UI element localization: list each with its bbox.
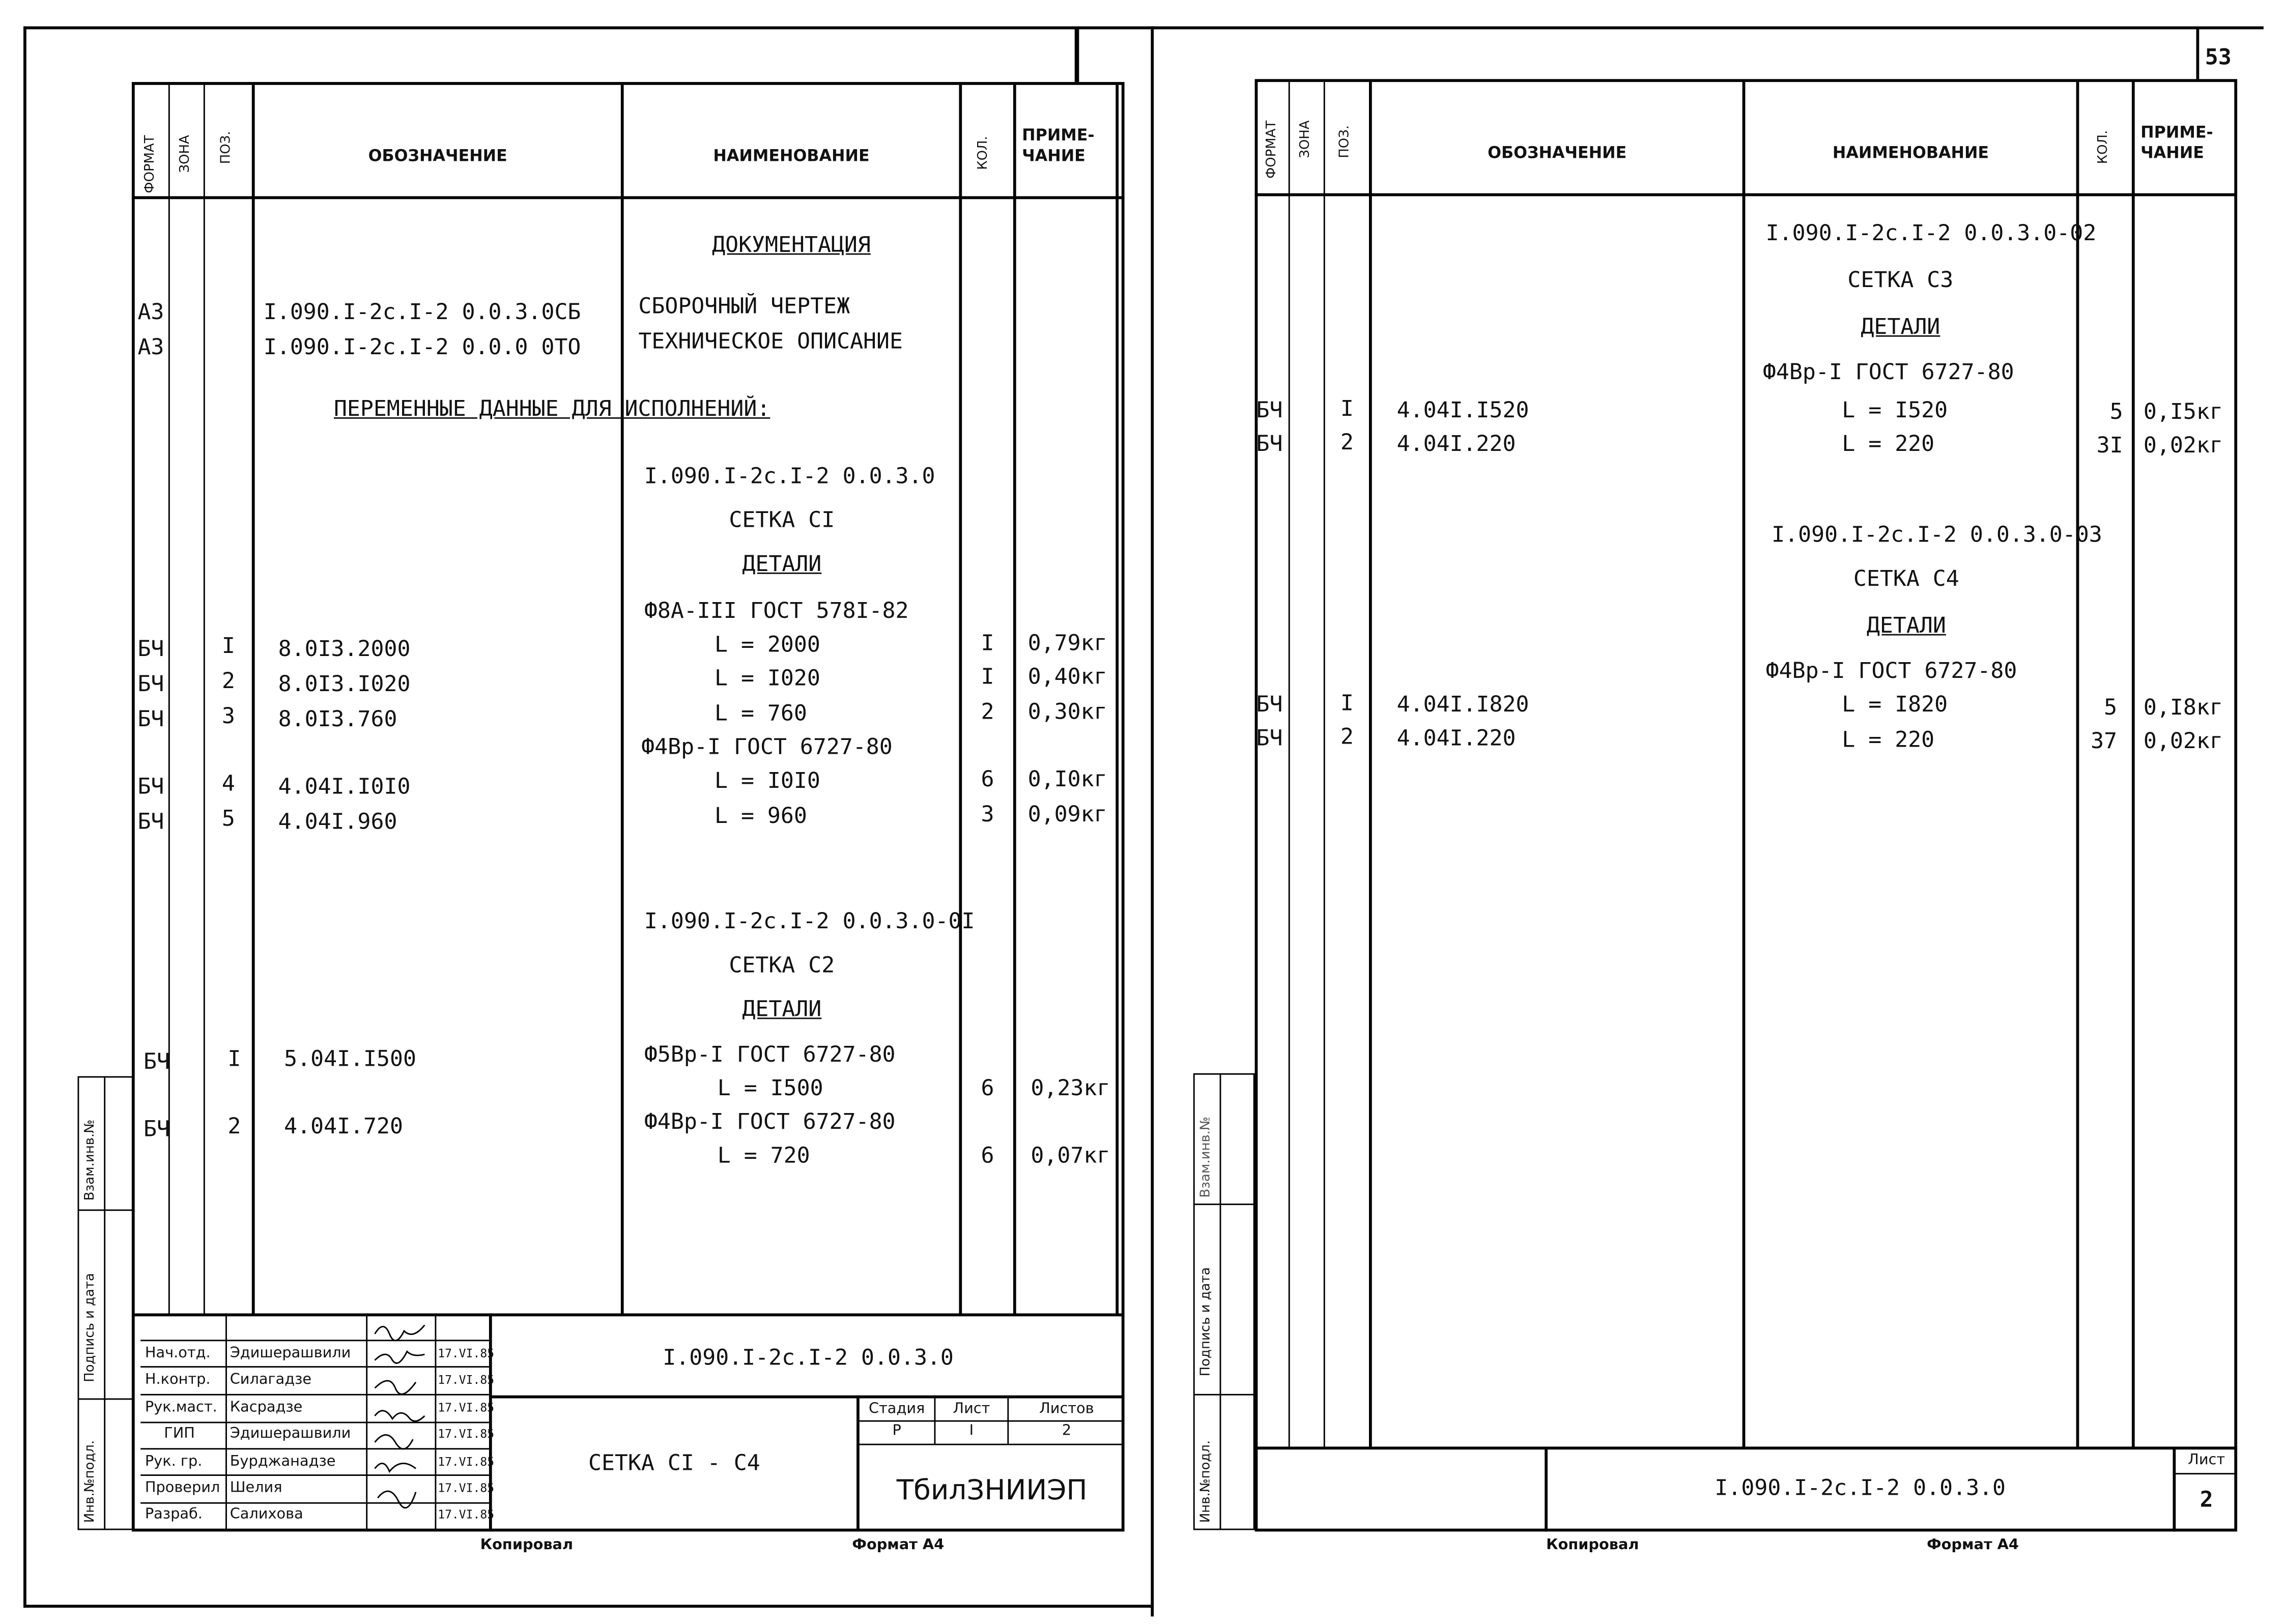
row-note: 0,02кг (2143, 727, 2223, 754)
tb-date: 17.VI.85 (438, 1401, 495, 1415)
tb-sheet: I (969, 1423, 974, 1440)
row-note: 0,09кг (1027, 801, 1107, 828)
group-mesh: СЕТКА С2 (729, 952, 835, 978)
row-designation: 4.04I.I0I0 (278, 773, 411, 800)
footer-format: Формат А4 (852, 1537, 945, 1554)
tb-person: Салихова (230, 1506, 303, 1523)
row-pos: 2 (227, 1113, 241, 1139)
group-mesh: СЕТКА С4 (1853, 565, 1959, 592)
tb-person: Эдишерашвили (230, 1345, 351, 1362)
row-name: Ф4Вр-I ГОСТ 6727-80 (1762, 358, 2014, 385)
group-mesh: СЕТКА CI (729, 506, 835, 533)
side-label-inv: Инв.№подл. (1199, 1440, 1214, 1523)
col-qty-header: КОЛ. (976, 136, 991, 170)
group-code: I.090.I-2c.I-2 0.0.3.0 (644, 463, 935, 489)
row-designation: 8.0I3.760 (278, 705, 397, 732)
tb-date: 17.VI.85 (438, 1508, 495, 1522)
side-label-sign: Подпись и дата (83, 1273, 98, 1382)
tb-stage: Р (892, 1423, 901, 1440)
col-zone-header: ЗОНА (1298, 120, 1314, 158)
row-name: L = 760 (714, 700, 807, 726)
footer-copied: Копировал (480, 1537, 574, 1554)
side-label-inv: Инв.№подл. (83, 1440, 98, 1523)
col-pos-header: ПОЗ. (219, 131, 235, 164)
tb-org: ТбилЗНИИЭП (896, 1474, 1088, 1507)
col-name-header: НАИМЕНОВАНИЕ (1832, 143, 1989, 163)
tb-role: Рук. гр. (145, 1454, 203, 1470)
row-format: БЧ (1256, 396, 1283, 423)
tb-sheet-label: Лист (953, 1401, 990, 1417)
row-name: L = I820 (1842, 691, 1948, 718)
row-note: 0,I0кг (1027, 765, 1107, 792)
row-name: L = 720 (717, 1142, 810, 1169)
row-format: БЧ (1256, 691, 1283, 718)
row-pos: I (227, 1045, 241, 1072)
row-note: 0,79кг (1027, 630, 1107, 656)
tb-date: 17.VI.85 (438, 1455, 495, 1469)
row-qty: 5 (2104, 694, 2118, 721)
tb-sheet: 2 (2200, 1486, 2213, 1513)
doc-format: A3 (137, 298, 164, 325)
row-name: L = 2000 (714, 631, 820, 658)
row-designation: 4.04I.720 (284, 1113, 403, 1139)
row-note: 0,I8кг (2143, 694, 2223, 721)
group-mesh: СЕТКА С3 (1847, 266, 1954, 293)
tb-role: Нач.отд. (145, 1345, 211, 1362)
footer-format: Формат А4 (1927, 1537, 2019, 1554)
tb-sheet-label: Лист (2188, 1452, 2225, 1469)
row-format: БЧ (143, 1048, 170, 1075)
col-format-header: ФОРМАТ (1265, 120, 1280, 179)
row-qty: 37 (2091, 727, 2118, 754)
tb-person: Силагадзе (230, 1372, 312, 1388)
col-name-header: НАИМЕНОВАНИЕ (713, 146, 870, 166)
row-note: 0,07кг (1031, 1142, 1110, 1169)
row-name: L = 220 (1842, 430, 1935, 457)
row-format: БЧ (137, 705, 164, 732)
row-name: L = I0I0 (714, 767, 820, 794)
row-designation: 4.04I.220 (1396, 430, 1516, 457)
tb-sheets-label: Листов (1039, 1401, 1094, 1417)
side-label-swap: Взам.инв.№ (1199, 1117, 1214, 1198)
row-pos: 2 (1340, 723, 1354, 750)
row-name: L = 960 (714, 802, 807, 829)
row-qty: 3I (2096, 432, 2123, 459)
row-name: L = 220 (1842, 726, 1935, 753)
row-designation: 5.04I.I500 (284, 1045, 416, 1072)
row-name: L = I500 (717, 1074, 823, 1101)
row-name: Ф8А-III ГОСТ 578I-82 (644, 597, 909, 624)
tb-role: Проверил (145, 1480, 220, 1497)
row-format: БЧ (137, 670, 164, 697)
row-designation: 8.0I3.2000 (278, 635, 411, 662)
row-designation: 4.04I.I820 (1396, 691, 1529, 718)
group-details: ДЕТАЛИ (1861, 313, 1940, 340)
row-format: БЧ (1256, 725, 1283, 751)
row-designation: 4.04I.960 (278, 808, 397, 835)
row-format: БЧ (137, 808, 164, 835)
row-qty: 6 (981, 1074, 994, 1101)
group-details: ДЕТАЛИ (742, 550, 822, 577)
side-label-sign: Подпись и дата (1199, 1267, 1214, 1377)
tb-person: Бурджанадзе (230, 1454, 336, 1470)
tb-date: 17.VI.85 (438, 1428, 495, 1441)
row-pos: 4 (221, 770, 235, 797)
row-format: БЧ (137, 635, 164, 662)
doc-designation: I.090.I-2c.I-2 0.0.3.0СБ (263, 298, 581, 325)
col-designation-header: ОБОЗНАЧЕНИЕ (368, 146, 507, 166)
row-name: Ф4Вр-I ГОСТ 6727-80 (644, 1108, 896, 1135)
row-qty: I (981, 630, 994, 656)
row-note: 0,02кг (2143, 432, 2223, 459)
group-code: I.090.I-2c.I-2 0.0.3.0-02 (1765, 219, 2097, 246)
side-label-swap: Взам.инв.№ (83, 1119, 98, 1201)
tb-title: СЕТКА CI - C4 (588, 1449, 760, 1476)
tb-person: Касрадзе (230, 1400, 303, 1416)
variable-data-heading: ПЕРЕМЕННЫЕ ДАННЫЕ ДЛЯ ИСПОЛНЕНИЙ: (333, 395, 770, 422)
tb-date: 17.VI.85 (438, 1373, 495, 1387)
row-designation: 8.0I3.I020 (278, 670, 411, 697)
row-format: БЧ (1256, 430, 1283, 457)
row-qty: 3 (981, 801, 994, 828)
row-note: 0,23кг (1031, 1074, 1110, 1101)
page-number: 53 (2205, 44, 2232, 71)
row-pos: 2 (221, 667, 235, 694)
col-note-header-2: ЧАНИЕ (1022, 146, 1086, 166)
row-qty: 2 (981, 698, 994, 725)
tb-sheets: 2 (1062, 1423, 1072, 1440)
row-designation: 4.04I.220 (1396, 725, 1516, 751)
doc-designation: I.090.I-2c.I-2 0.0.0 0ТО (263, 333, 581, 360)
col-pos-header: ПОЗ. (1338, 125, 1353, 158)
right-frame (1255, 79, 2237, 1531)
row-name: Ф4Вр-I ГОСТ 6727-80 (1765, 657, 2017, 684)
tb-person: Эдишерашвили (230, 1426, 351, 1442)
signature-marks (369, 1316, 434, 1530)
tb-role: Н.контр. (145, 1372, 211, 1388)
tb-role: Разраб. (145, 1506, 203, 1523)
documentation-heading: ДОКУМЕНТАЦИЯ (712, 231, 871, 258)
row-name: L = I520 (1842, 396, 1948, 423)
col-zone-header: ЗОНА (178, 135, 193, 173)
row-note: 0,30кг (1027, 698, 1107, 725)
group-details: ДЕТАЛИ (742, 995, 822, 1022)
row-qty: 6 (981, 1142, 994, 1169)
footer-copied: Копировал (1546, 1537, 1639, 1554)
row-pos: I (1340, 395, 1354, 422)
tb-stage-label: Стадия (868, 1401, 925, 1417)
tb-doc-code: I.090.I-2c.I-2 0.0.3.0 (1715, 1474, 2006, 1501)
tb-date: 17.VI.85 (438, 1347, 495, 1360)
group-code: I.090.I-2c.I-2 0.0.3.0-0I (644, 907, 975, 934)
row-pos: 3 (221, 702, 235, 729)
col-format-header: ФОРМАТ (143, 135, 158, 193)
row-qty: I (981, 663, 994, 690)
group-code: I.090.I-2c.I-2 0.0.3.0-03 (1772, 521, 2102, 548)
row-name: Ф4Вр-I ГОСТ 6727-80 (641, 733, 893, 760)
col-qty-header: КОЛ. (2096, 130, 2111, 164)
row-qty: 5 (2109, 398, 2123, 425)
tb-doc-code: I.090.I-2c.I-2 0.0.3.0 (663, 1344, 954, 1371)
row-pos: 5 (221, 805, 235, 832)
col-note-header-1: ПРИМЕ- (2140, 123, 2213, 143)
row-name: Ф5Вр-I ГОСТ 6727-80 (644, 1041, 896, 1068)
row-note: 0,I5кг (2143, 398, 2223, 425)
tb-role: ГИП (164, 1426, 195, 1442)
row-pos: 2 (1340, 429, 1354, 455)
doc-name: СБОРОЧНЫЙ ЧЕРТЕЖ (638, 293, 850, 320)
row-format: БЧ (137, 773, 164, 800)
doc-name: ТЕХНИЧЕСКОЕ ОПИСАНИЕ (638, 328, 903, 355)
doc-format: A3 (137, 333, 164, 360)
tb-role: Рук.маст. (145, 1400, 217, 1416)
row-pos: I (1340, 690, 1354, 716)
row-qty: 6 (981, 765, 994, 792)
row-designation: 4.04I.I520 (1396, 396, 1529, 423)
tb-date: 17.VI.85 (438, 1481, 495, 1495)
row-format: БЧ (143, 1116, 170, 1143)
col-note-header-2: ЧАНИЕ (2140, 143, 2204, 163)
tb-person: Шелия (230, 1480, 282, 1497)
group-details: ДЕТАЛИ (1866, 612, 1946, 639)
row-name: L = I020 (714, 665, 820, 691)
row-note: 0,40кг (1027, 663, 1107, 690)
col-designation-header: ОБОЗНАЧЕНИЕ (1488, 143, 1627, 163)
col-note-header-1: ПРИМЕ- (1022, 126, 1095, 145)
row-pos: I (221, 632, 235, 659)
